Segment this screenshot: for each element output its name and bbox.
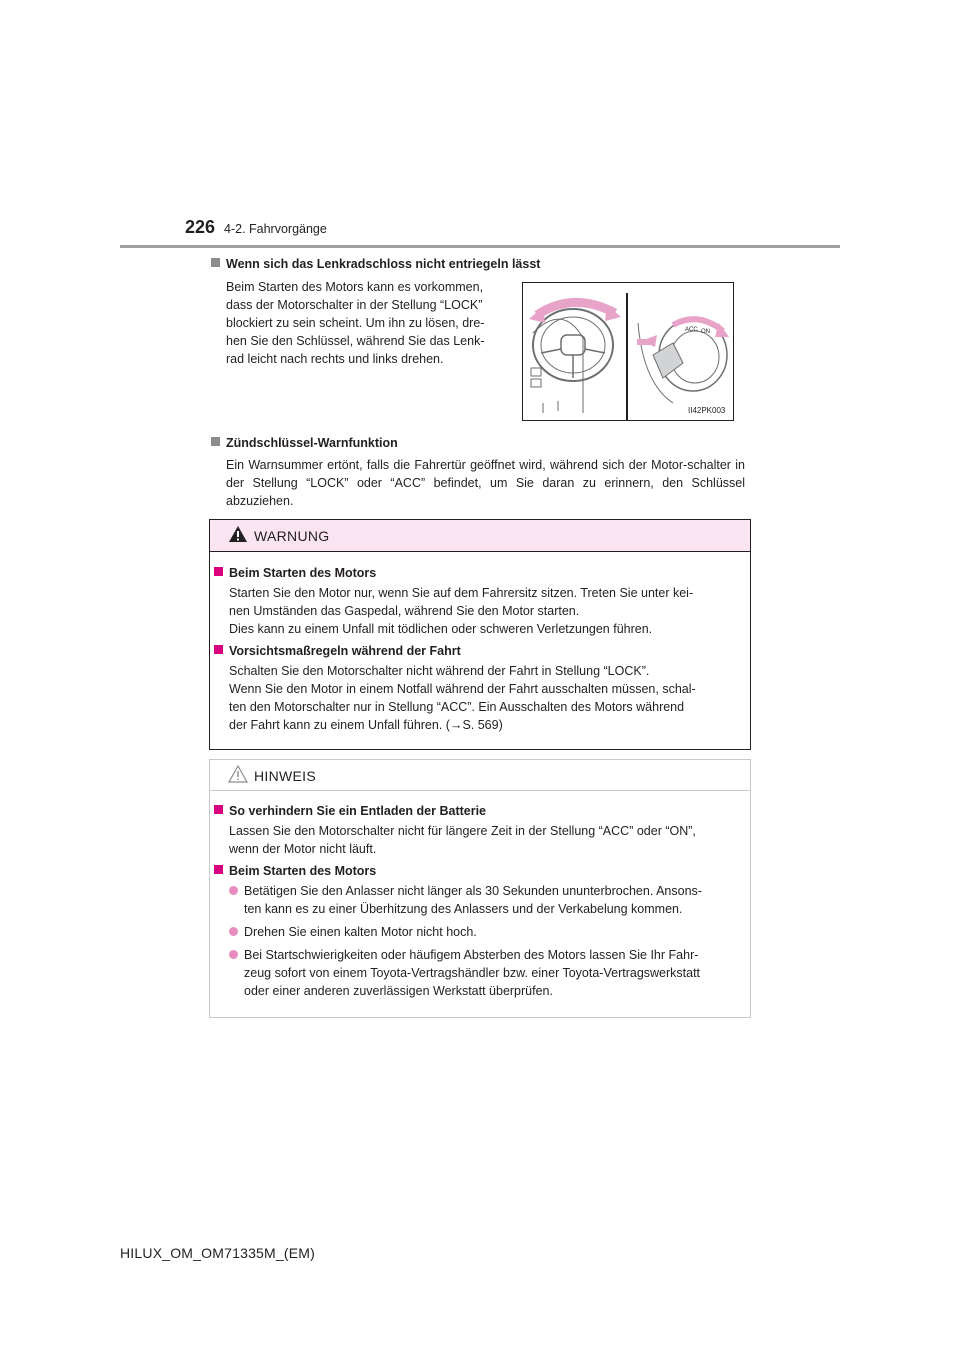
header-rule xyxy=(120,245,840,248)
steering-wheel-illustration xyxy=(523,283,733,420)
square-bullet-icon xyxy=(214,567,223,576)
warning-header xyxy=(210,520,750,552)
warning-triangle-icon xyxy=(228,525,248,543)
note-box xyxy=(209,759,751,1018)
square-bullet-icon xyxy=(214,865,223,874)
note-title: HINWEIS xyxy=(254,768,316,784)
warning-item-heading: Beim Starten des Motors xyxy=(214,564,742,582)
list-item: Betätigen Sie den Anlasser nicht länger als 30 Sekunden ununterbrochen. Ansons- ten kann es zu einer Überhitzung des Anlassers und der Verkabelung kommen. xyxy=(214,882,742,918)
heading-text: Wenn sich das Lenkradschloss nicht entriegeln lässt xyxy=(226,257,541,271)
round-bullet-icon xyxy=(229,886,238,895)
switch-label-on: ON xyxy=(701,329,710,335)
note-item-heading: Beim Starten des Motors xyxy=(214,862,742,880)
square-bullet-icon xyxy=(211,258,220,267)
square-bullet-icon xyxy=(214,645,223,654)
steering-lock-text xyxy=(226,278,511,368)
warning-item-text: Starten Sie den Motor nur, wenn Sie auf dem Fahrersitz sitzen. Treten Sie unter kei- nen Umständen das Gaspedal, während Sie den Motor starten. Dies kann zu einem Unfall mit tödlichen oder schweren Verletzungen führen. xyxy=(229,586,694,636)
square-bullet-icon xyxy=(214,805,223,814)
text-line: Beim Starten des Motors kann es vorkommen, xyxy=(226,280,484,294)
heading-text: Zündschlüssel-Warnfunktion xyxy=(226,436,398,450)
note-content xyxy=(214,802,742,1000)
switch-label-acc: ACC xyxy=(685,327,698,333)
warning-title: WARNUNG xyxy=(254,528,330,544)
warning-content xyxy=(214,564,742,734)
caution-triangle-icon xyxy=(228,765,248,783)
section-title: 4-2. Fahrvorgänge xyxy=(224,222,327,236)
list-item: Bei Startschwierigkeiten oder häufigem Absterben des Motors lassen Sie Ihr Fahr- zeug sofort von einem Toyota-Vertragshändler bzw. einer Toyota-Vertragswerkstatt oder einer anderen zuverlässigen Werkstatt überprüfen. xyxy=(214,946,742,1000)
round-bullet-icon xyxy=(229,950,238,959)
round-bullet-icon xyxy=(229,927,238,936)
text-line: dass der Motorschalter in der Stellung “LOCK” xyxy=(226,298,483,312)
steering-lock-figure xyxy=(522,282,734,421)
figure-code: II42PK003 xyxy=(688,406,726,415)
text-line: rad leicht nach rechts und links drehen. xyxy=(226,352,444,366)
heading-steering-lock xyxy=(211,256,540,272)
text-line: blockiert zu sein scheint. Um ihn zu lösen, dre- xyxy=(226,316,485,330)
warning-box xyxy=(209,519,751,750)
list-item: Drehen Sie einen kalten Motor nicht hoch. xyxy=(214,923,742,941)
footer-code: HILUX_OM_OM71335M_(EM) xyxy=(120,1245,316,1261)
text-line: hen Sie den Schlüssel, während Sie das Lenk- xyxy=(226,334,485,348)
heading-key-warning xyxy=(211,435,398,451)
page-number: 226 xyxy=(185,217,216,237)
key-warning-text: Ein Warnsummer ertönt, falls die Fahrertür geöffnet wird, während sich der Motor-schalter in der Stellung “LOCK” oder “ACC” befindet, um Sie daran zu erinnern, den Schlüssel abzuziehen. xyxy=(226,458,745,508)
note-item-text: Lassen Sie den Motorschalter nicht für längere Zeit in der Stellung “ACC” oder “ON”, wenn der Motor nicht läuft. xyxy=(229,824,696,856)
warning-item-heading: Vorsichtsmaßregeln während der Fahrt xyxy=(214,642,742,660)
note-header xyxy=(210,760,750,791)
warning-item-text: Schalten Sie den Motorschalter nicht während der Fahrt in Stellung “LOCK”. Wenn Sie den Motor in einem Notfall während der Fahrt ausschalten müssen, schal- ten den Motorschalter nur in Stellung “ACC”. Ein Ausschalten des Motors während der Fahrt kann zu einem Unfall führen. (→S. 569) xyxy=(229,664,696,732)
note-item-heading: So verhindern Sie ein Entladen der Batterie xyxy=(214,802,742,820)
square-bullet-icon xyxy=(211,437,220,446)
